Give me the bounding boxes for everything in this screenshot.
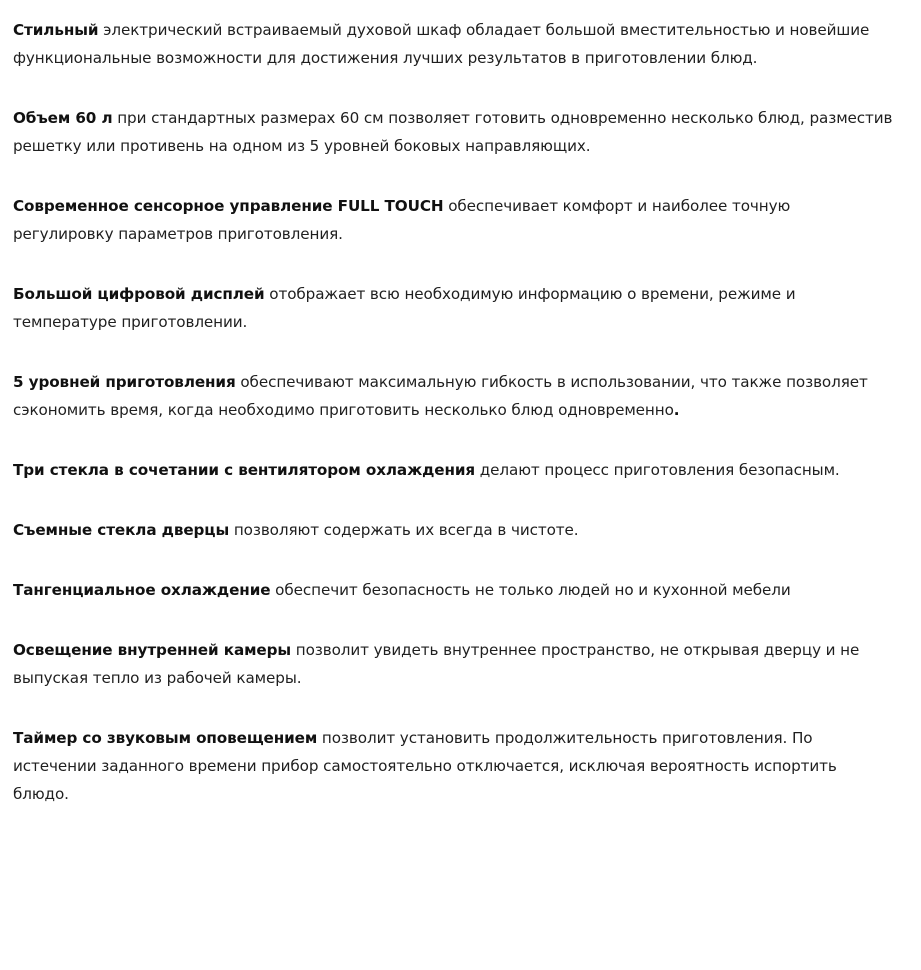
feature-paragraph-levels bbox=[13, 368, 895, 424]
feature-title: Большой цифровой дисплей bbox=[13, 285, 265, 303]
feature-text: обеспечит безопасность не только людей но и кухонной мебели bbox=[270, 581, 791, 599]
feature-paragraph-glass bbox=[13, 456, 895, 484]
feature-paragraph-touch-control bbox=[13, 192, 895, 248]
feature-text: делают процесс приготовления безопасным. bbox=[475, 461, 840, 479]
feature-text: при стандартных размерах 60 см позволяет готовить одновременно несколько блюд, разместив решетку или противень на одном из 5 уровней боковых направляющих. bbox=[13, 109, 893, 155]
feature-paragraph-style bbox=[13, 16, 895, 72]
feature-paragraph-cooling bbox=[13, 576, 895, 604]
feature-title: Таймер со звуковым оповещением bbox=[13, 729, 318, 747]
feature-text: позволяют содержать их всегда в чистоте. bbox=[229, 521, 579, 539]
feature-title: Освещение внутренней камеры bbox=[13, 641, 292, 659]
feature-paragraph-timer bbox=[13, 724, 895, 808]
feature-text: обеспечивает комфорт и наиболее точную регулировку параметров приготовления. bbox=[13, 197, 791, 243]
feature-tail: . bbox=[673, 401, 680, 419]
feature-text: отображает всю необходимую информацию о времени, режиме и температуре приготовлении. bbox=[13, 285, 796, 331]
feature-paragraph-volume bbox=[13, 104, 895, 160]
feature-paragraph-display bbox=[13, 280, 895, 336]
feature-title: Современное сенсорное управление FULL TOUCH bbox=[13, 197, 444, 215]
feature-paragraph-lighting bbox=[13, 636, 895, 692]
feature-title: Съемные стекла дверцы bbox=[13, 521, 230, 539]
feature-text: обеспечивают максимальную гибкость в использовании, что также позволяет сэкономить время, когда необходимо приготовить несколько блюд одновременно bbox=[13, 373, 868, 419]
feature-title: Объем 60 л bbox=[13, 109, 113, 127]
feature-paragraph-removable-glass bbox=[13, 516, 895, 544]
feature-text: позволит установить продолжительность приготовления. По истечении заданного времени прибор самостоятельно отключается, исключая вероятность испортить блюдо. bbox=[13, 729, 837, 803]
feature-title: 5 уровней приготовления bbox=[13, 373, 236, 391]
feature-title: Тангенциальное охлаждение bbox=[13, 581, 271, 599]
feature-title: Стильный bbox=[13, 21, 99, 39]
feature-text: электрический встраиваемый духовой шкаф обладает большой вместительностью и новейшие функциональные возможности для достижения лучших результатов в приготовлении блюд. bbox=[13, 21, 870, 67]
feature-title: Три стекла в сочетании с вентилятором охлаждения bbox=[13, 461, 476, 479]
feature-text: позволит увидеть внутреннее пространство, не открывая дверцу и не выпуская тепло из рабочей камеры. bbox=[13, 641, 860, 687]
